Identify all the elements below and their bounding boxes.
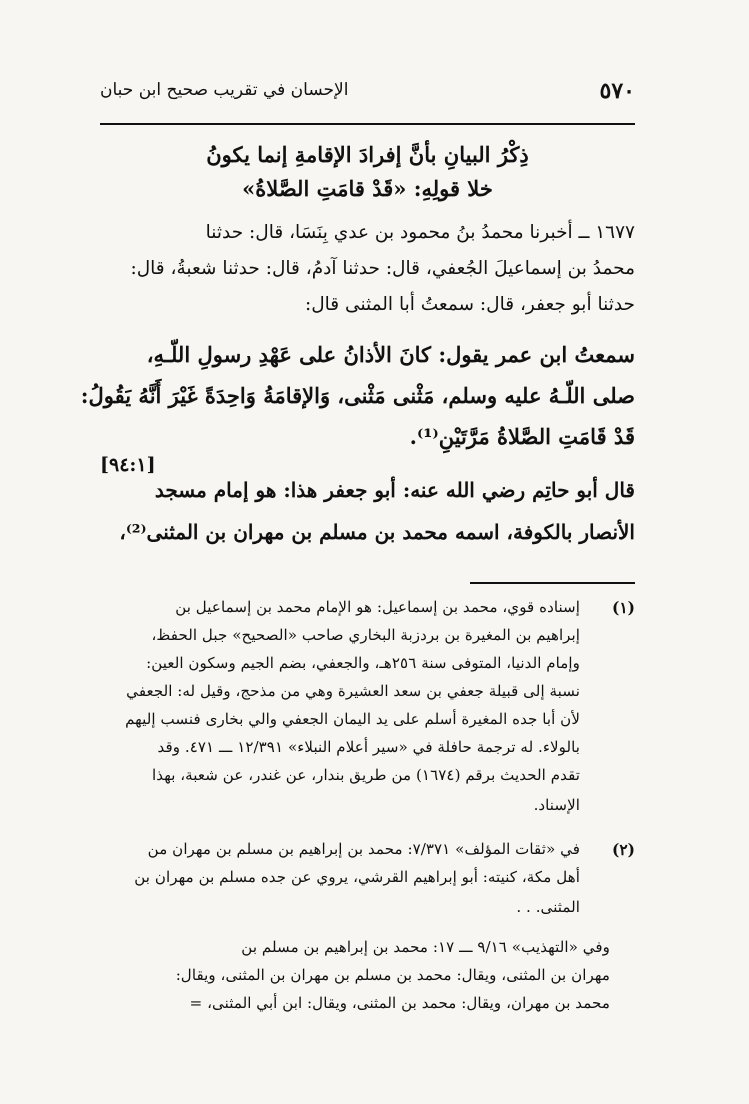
header-rule [100, 123, 635, 125]
footnote-line: تقدم الحديث برقم (١٦٧٤) من طريق بندار، عن غندر، عن شعبة، بهذا [152, 766, 580, 784]
footnote-line: الإسناد. [533, 796, 580, 814]
footnote-line: محمد بن مهران، ويقال: محمد بن المثنى، ويقال: ابن أبي المثنى، = [189, 994, 610, 1012]
section-title-line-1: ذِكْرُ البيانِ بأنَّ إفرادَ الإقامةِ إنما يكونُ [206, 142, 529, 167]
isnad-line: حدثنا أبو جعفر، قال: سمعتُ أبا المثنى قال: [304, 294, 635, 315]
footnote-line: وإمام الدنيا، المتوفى سنة ٢٥٦هـ، والجعفي، بضم الجيم وسكون العين: [146, 654, 580, 672]
section-title-line-2: خلا قولِهِ: «قَدْ قامَتِ الصَّلاةُ» [242, 176, 493, 201]
footnote-marker-2: (٢) [611, 840, 635, 859]
footnote-line: أهل مكة، كنيته: أبو إبراهيم القرشي، يروي عن جده مسلم بن مهران بن [134, 868, 580, 886]
footnote-line: نسبة إلى قبيلة جعفي بن سعد العشيرة وهي من مذحج، وقيل له: الجعفي [126, 682, 580, 700]
footnote-line: بالولاء. له ترجمة حافلة في «سير أعلام النبلاء» ١٢/٣٩١ ـــ ٤٧١. وقد [157, 738, 580, 756]
footnote-separator [470, 582, 635, 584]
matn-line: سمعتُ ابن عمر يقول: كانَ الأذانُ على عَهْدِ رسولِ اللّـهِ، [146, 342, 635, 367]
footnote-line: إسناده قوي، محمد بن إسماعيل: هو الإمام محمد بن إسماعيل بن [175, 598, 580, 616]
footnote-marker-1: (١) [611, 598, 635, 617]
footnote-line: المثنى. . . [516, 898, 580, 916]
footnote-line: مهران بن المثنى، ويقال: محمد بن مسلم بن مهران بن المثنى، ويقال: [175, 966, 610, 984]
footnote-line: إبراهيم بن المغيرة بن بردزبة البخاري صاحب «الصحيح» جبل الحفظ، [151, 626, 580, 644]
page-header [100, 78, 635, 108]
footnote-line: في «ثقات المؤلف» ٧/٣٧١: محمد بن إبراهيم بن مسلم بن مهران من [147, 840, 580, 858]
isnad-line: ١٦٧٧ ــ أخبرنا محمدُ بنُ محمود بن عدي بِنَسَا، قال: حدثنا [205, 222, 635, 243]
hadith-reference: [٩٤:١] [100, 454, 156, 476]
comment-line: الأنصار بالكوفة، اسمه محمد بن مسلم بن مهران بن المثنى⁽²⁾، [119, 520, 635, 544]
matn-line: صلى اللّـهُ عليه وسلم، مَثْنى مَثْنى، وَالإقامَةُ وَاحِدَةً غَيْرَ أَنَّهُ يَقُولُ: [80, 383, 635, 408]
footnote-line: لأن أبا جده المغيرة أسلم على يد اليمان الجعفي والي بخارى فنسب إليهم [125, 710, 580, 728]
matn-line: قَدْ قَامَتِ الصَّلاةُ مَرَّتَيْنِ⁽¹⁾. [409, 424, 635, 449]
running-title: الإحسان في تقريب صحيح ابن حبان [100, 80, 349, 100]
comment-line: قال أبو حاتِم رضي الله عنه: أبو جعفر هذا: هو إمام مسجد [154, 478, 635, 502]
isnad-line: محمدُ بن إسماعيلَ الجُعفي، قال: حدثنا آدمُ، قال: حدثنا شعبةُ، قال: [130, 258, 635, 279]
page-number: ٥٧٠ [599, 78, 635, 104]
footnote-line: وفي «التهذيب» ٩/١٦ ـــ ١٧: محمد بن إبراهيم بن مسلم بن [241, 938, 610, 956]
